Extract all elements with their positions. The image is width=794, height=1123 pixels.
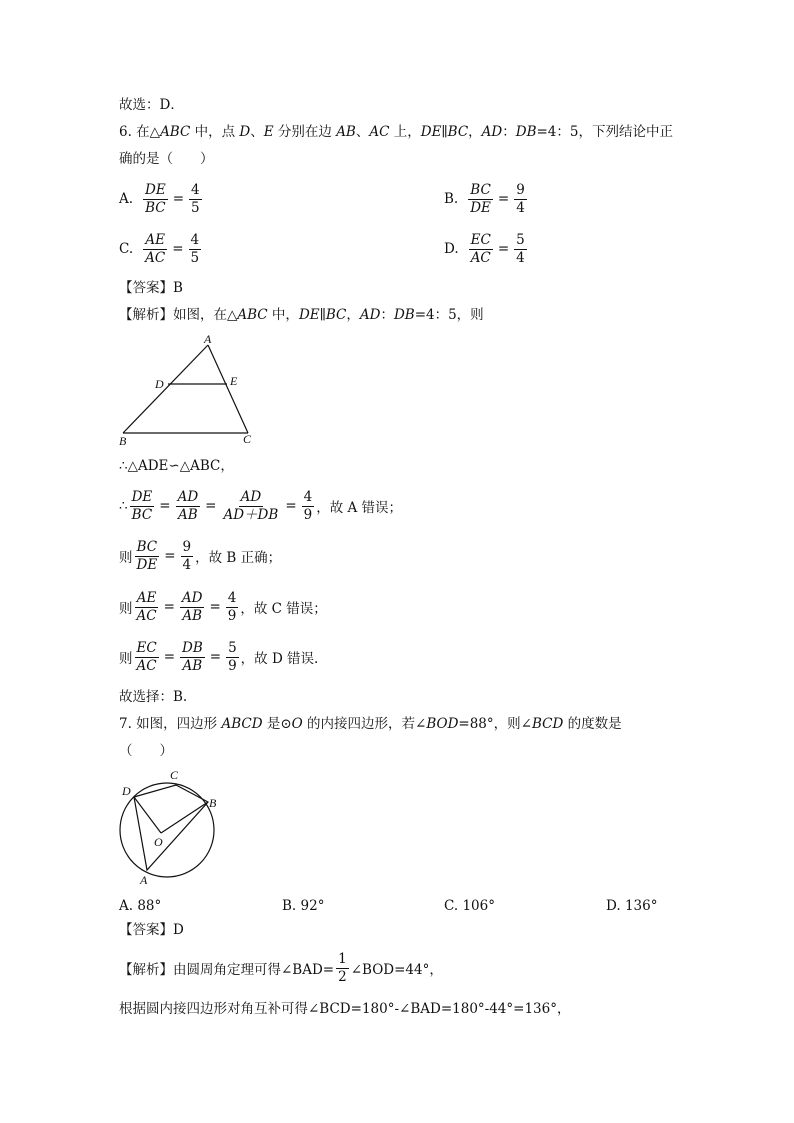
fraction — [130, 489, 155, 524]
q7-stem-line2: （ ） — [119, 743, 173, 759]
label-b: B — [209, 796, 217, 810]
denominator: 9 — [303, 506, 313, 523]
step-prefix: 则 — [119, 601, 133, 617]
q6-stem-part: 中，点 — [190, 124, 240, 140]
denominator: AC — [470, 249, 491, 266]
denominator: AC — [145, 249, 166, 266]
q6-stem-part: ： — [502, 124, 516, 140]
solution-step-1 — [119, 486, 402, 526]
label-c: C — [243, 432, 252, 446]
fraction — [221, 489, 280, 524]
numerator: EC — [136, 639, 157, 656]
fraction — [302, 489, 315, 524]
equals-sign: = — [205, 498, 217, 514]
option-label: A. — [119, 191, 134, 207]
q6-stem-math: AD — [481, 124, 503, 140]
fraction — [226, 640, 239, 675]
fraction — [176, 489, 201, 524]
denominator: DE — [470, 199, 491, 216]
analysis-text: 【解析】由圆周角定理可得∠BAD= — [119, 962, 335, 978]
equals-sign: = — [163, 649, 175, 665]
q6-stem-line2: 确的是（ ） — [119, 151, 214, 167]
fraction — [514, 182, 527, 217]
fraction — [135, 640, 159, 675]
q6-stem-math: DB — [515, 124, 537, 140]
numerator: 5 — [228, 639, 237, 656]
analysis-math: AD — [359, 307, 381, 323]
q6-option-b — [444, 179, 529, 219]
denominator: AB — [182, 607, 203, 624]
q7-analysis-line1 — [119, 948, 443, 988]
fraction-half — [336, 951, 349, 986]
segment-od — [134, 797, 161, 833]
denominator: AB — [182, 657, 203, 674]
denominator: DE — [136, 556, 158, 573]
fraction — [180, 640, 205, 675]
q6-option-c — [119, 229, 203, 269]
q6-stem-part: 、 — [355, 124, 370, 140]
numerator: AD — [181, 589, 203, 606]
label-a: A — [140, 873, 148, 887]
segment-ac — [208, 345, 248, 433]
option-value: 106° — [462, 898, 495, 914]
analysis-math: DE∥BC — [298, 307, 347, 323]
label-e: E — [230, 374, 238, 388]
q7-stem-part: 的度数是 — [563, 716, 622, 732]
quadrilateral-abcd — [134, 785, 208, 870]
q6-stem-line1 — [119, 122, 673, 142]
numerator: 1 — [338, 950, 347, 967]
option-label: B. — [444, 191, 459, 207]
equals-sign: = — [172, 191, 185, 207]
q7-stem-line1 — [119, 714, 622, 734]
denominator: 5 — [191, 199, 200, 216]
option-value: 92° — [300, 898, 325, 914]
option-value: 88° — [137, 898, 162, 914]
q7-option-b — [282, 896, 324, 916]
denominator: 5 — [190, 249, 200, 266]
analysis-text: ， — [346, 307, 360, 323]
label-d: D — [122, 784, 131, 798]
fraction — [189, 232, 202, 267]
analysis-text: ： — [380, 307, 394, 323]
q6-stem-math: D — [239, 124, 251, 140]
fraction — [135, 539, 160, 574]
option-label: D. — [606, 898, 621, 914]
fraction — [468, 182, 493, 217]
numerator: 4 — [191, 181, 200, 198]
label-o: O — [154, 835, 163, 849]
option-label: C. — [119, 241, 134, 257]
analysis-text: 【解析】如图，在△ — [119, 307, 238, 323]
solution-step-4 — [119, 637, 318, 677]
q6-stem-part: =4：5，下列结论中正 — [536, 124, 673, 140]
fraction — [226, 590, 239, 625]
q7-option-d — [606, 896, 657, 916]
q7-option-c — [444, 896, 495, 916]
step-prefix: 则 — [119, 651, 133, 667]
analysis-math: ABC — [237, 307, 268, 323]
numerator: DB — [182, 639, 203, 656]
equals-sign: = — [497, 241, 510, 257]
q7-analysis-line2: 根据圆内接四边形对角互补可得∠BCD=180°-∠BAD=180°-44°=136°， — [119, 1001, 571, 1017]
label-d: D — [155, 377, 164, 391]
analysis-text: 中， — [267, 307, 299, 323]
fraction — [181, 539, 194, 574]
equals-sign: = — [159, 498, 171, 514]
q6-analysis-head — [119, 305, 484, 325]
numerator: AD — [177, 488, 199, 505]
label-a: A — [204, 332, 212, 346]
fraction — [189, 182, 202, 217]
equals-sign: = — [209, 649, 222, 665]
q6-option-a — [119, 179, 204, 219]
equals-sign: = — [172, 241, 184, 257]
q7-answer: 【答案】D — [119, 922, 184, 938]
similar-statement: ∴△ADE∽△ABC， — [119, 458, 234, 474]
q7-stem-part: 的内接四边形，若∠ — [302, 716, 427, 732]
label-c: C — [170, 768, 179, 782]
label-b: B — [119, 434, 127, 448]
denominator: BC — [145, 199, 166, 216]
q6-stem-part: 、 — [250, 124, 264, 140]
numerator: AD — [240, 488, 262, 505]
step-conclusion: ，故 A 错误； — [316, 500, 403, 516]
numerator: 4 — [227, 589, 237, 606]
q7-stem-part: 是⊙ — [262, 716, 292, 732]
step-conclusion: ，故 D 错误. — [240, 651, 319, 667]
q6-stem-math: AB — [336, 124, 356, 140]
denominator: AC — [136, 657, 157, 674]
fraction — [514, 232, 527, 267]
solution-step-2 — [119, 536, 281, 576]
step-prefix: 则 — [119, 550, 133, 566]
q7-stem-math: O — [291, 716, 303, 732]
denominator: 2 — [338, 968, 347, 985]
q6-stem-part: ， — [468, 124, 482, 140]
fraction — [469, 232, 493, 267]
denominator: 9 — [228, 657, 237, 674]
option-label: C. — [444, 898, 459, 914]
q7-stem-math: BCD — [531, 716, 564, 732]
q7-option-a — [119, 896, 161, 916]
numerator: AE — [136, 589, 157, 606]
equals-sign: = — [497, 191, 510, 207]
numerator: BC — [470, 181, 491, 198]
denominator: 4 — [516, 199, 525, 216]
analysis-text: =4：5，则 — [414, 307, 484, 323]
denominator: 9 — [227, 607, 237, 624]
solution-step-3 — [119, 587, 327, 627]
denominator: AD＋DB — [223, 506, 279, 523]
denominator: 4 — [182, 556, 192, 573]
numerator: 9 — [182, 538, 192, 555]
fraction — [143, 232, 167, 267]
therefore-symbol: ∴ — [119, 498, 128, 514]
equals-sign: = — [285, 498, 297, 514]
q6-stem-math: AC — [369, 124, 390, 140]
previous-answer-line: 故选：D． — [119, 97, 184, 113]
q7-stem-part: 7. 如图，四边形 — [119, 716, 222, 732]
circle-figure — [112, 764, 232, 889]
triangle-figure — [112, 330, 272, 450]
analysis-text: ∠BOD=44°， — [350, 962, 443, 978]
option-label: A. — [119, 898, 134, 914]
q6-stem-math: E — [263, 124, 274, 140]
q7-stem-math: BOD — [426, 716, 459, 732]
q7-stem-math: ABCD — [221, 716, 263, 732]
fraction — [143, 182, 168, 217]
q6-option-d — [444, 229, 529, 269]
q6-stem-math: ABC — [160, 124, 191, 140]
numerator: 9 — [516, 181, 525, 198]
denominator: 4 — [516, 249, 525, 266]
fraction — [135, 590, 159, 625]
option-label: D. — [444, 241, 459, 257]
denominator: BC — [131, 506, 153, 523]
step-conclusion: ，故 C 错误； — [240, 601, 327, 617]
numerator: 4 — [190, 231, 200, 248]
numerator: DE — [145, 181, 166, 198]
q6-stem-math: DE∥BC — [420, 124, 469, 140]
fraction — [180, 590, 205, 625]
numerator: 4 — [303, 488, 313, 505]
option-label: B. — [282, 898, 297, 914]
numerator: BC — [136, 538, 158, 555]
step-conclusion: ，故 B 正确； — [195, 550, 282, 566]
q6-stem-part: 6. 在△ — [119, 124, 161, 140]
option-value: 136° — [624, 898, 658, 914]
numerator: DE — [131, 488, 153, 505]
q6-stem-part: 分别在边 — [273, 124, 337, 140]
q7-stem-part: =88°，则∠ — [458, 716, 532, 732]
numerator: AE — [145, 231, 165, 248]
denominator: AC — [136, 607, 157, 624]
numerator: EC — [470, 231, 491, 248]
equals-sign: = — [163, 599, 175, 615]
q6-stem-part: 上， — [389, 124, 421, 140]
denominator: AB — [178, 506, 198, 523]
analysis-math: DB — [393, 307, 415, 323]
q6-answer: 【答案】B — [119, 280, 183, 296]
numerator: 5 — [516, 231, 525, 248]
segment-ab — [123, 345, 208, 433]
equals-sign: = — [209, 599, 221, 615]
q6-final-choice: 故选择：B. — [119, 689, 188, 705]
equals-sign: = — [164, 548, 176, 564]
